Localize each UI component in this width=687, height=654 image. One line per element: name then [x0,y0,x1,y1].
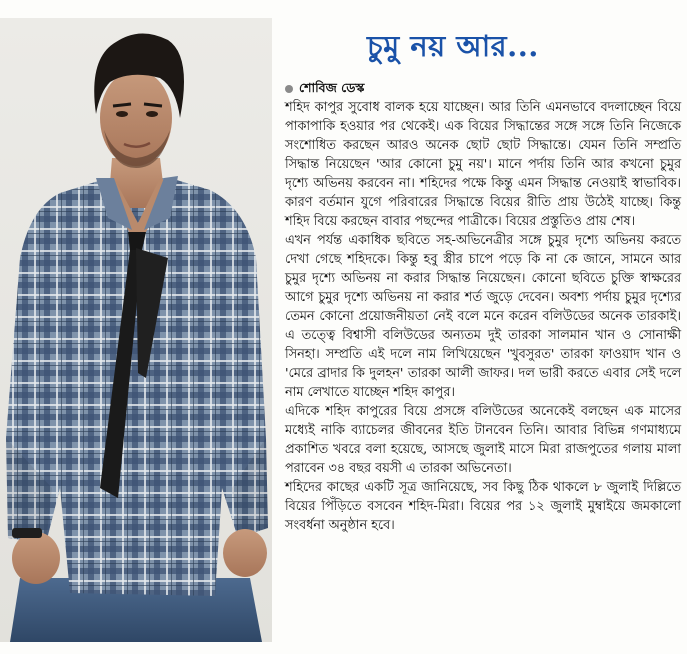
paragraph-4: শহিদের কাছের একটি সূত্র জানিয়েছে, সব কিছু ঠিক থাকলে ৮ জুলাই দিল্লিতে বিয়ের পিঁড়িতে বসবেন শহিদ-মিরা। বিয়ের পর ১২ জুলাই মুম্বাইয়ে জমকালো সংবর্ধনা অনুষ্ঠান হবে। [285,480,681,533]
byline [285,80,364,100]
byline-text: শোবিজ ডেস্ক [299,80,365,95]
paragraph-1: শহিদ কাপুর সুবোধ বালক হয়ে যাচ্ছেন। আর তিনি এমনভাবে বদলাচ্ছেন বিয়ে পাকাপাকি হওয়ার পর থেকেই। এক বিয়ের সিদ্ধান্তের সঙ্গে সঙ্গে তিনি নিজেকে সংশোধিত করছেন আরও অনেক ছোট ছোট সিদ্ধান্তে। যেমন তিনি সম্প্রতি সিদ্ধান্ত নিয়েছেন 'আর কোনো চুমু নয়'। মানে পর্দায় তিনি আর কখনো চুমুর দৃশ্যে অভিনয় করবেন না। শহিদের পক্ষে কিন্তু এমন সিদ্ধান্ত নেওয়াই স্বাভাবিক। কারণ বর্তমান যুগে পরিবারের সিদ্ধান্তে বিয়ের রীতি প্রায় উঠেই যাচ্ছে। কিন্তু শহিদ বিয়ে করছেন বাবার পছন্দের পাত্রীকে। বিয়ের প্রস্তুতিও প্রায় শেষ। [285,100,681,229]
paragraph-3: এদিকে শহিদ কাপুরের বিয়ে প্রসঙ্গে বলিউডের অনেকেই বলছেন এক মাসের মধ্যেই নাকি ব্যাচেলর জীবনের ইতি টানবেন তিনি। আবার বিভিন্ন গণমাধ্যমে প্রকাশিত খবরে বলা হয়েছে, আসছে জুলাই মাসে মিরা রাজপুতের গলায় মালা পরাবেন ৩৪ বছর বয়সী এ তারকা অভিনেতা। [285,404,681,476]
paragraph-2: এখন পর্যন্ত একাধিক ছবিতে সহ-অভিনেত্রীর সঙ্গে চুমুর দৃশ্যে অভিনয় করতে দেখা গেছে শহিদকে। কিন্তু হবু স্ত্রীর চাপে পড়ে কি না কে জানে, সামনে আর চুমুর দৃশ্যে অভিনয় না করার সিদ্ধান্ত নিয়েছেন। কোনো ছবিতে চুক্তি স্বাক্ষরের আগে চুমুর দৃশ্যে অভিনয় না করার শর্ত জুড়ে দেবেন। অবশ্য পর্দায় চুমুর দৃশ্যের তেমন কোনো প্রয়োজনীয়তা নেই বলে মনে করেন বলিউডের অনেক তারকাই। এ তত্ত্বে বিশ্বাসী বলিউডের অন্যতম দুই তারকা সালমান খান ও সোনাক্ষী সিনহা। সম্প্রতি এই দলে নাম লিখিয়েছেন 'খুবসুরত' তারকা ফাওয়াদ খান ও 'মেরে ব্রাদার কি দুলহন' তারকা আলী জাফর। দল ভারী করতে এবার সেই দলে নাম লেখাতে যাচ্ছেন শহিদ কাপুর। [285,233,681,400]
article-column [281,18,681,642]
bullet-icon [285,85,293,93]
portrait-photo [0,18,272,642]
article-body [285,98,681,535]
headline: চুমু নয় আর... [367,29,539,63]
